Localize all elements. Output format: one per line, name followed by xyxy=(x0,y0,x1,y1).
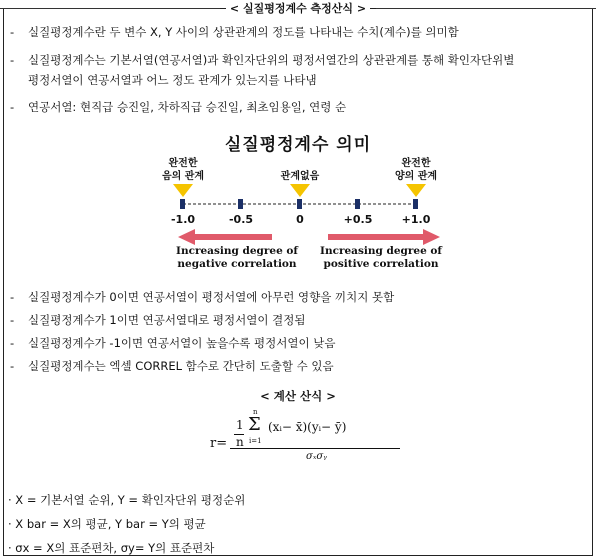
bullet-relation: - 실질평정계수는 기본서열(연공서열)과 확인자단위의 평정서열간의 상관관계를 통해 확인자단위별 xyxy=(10,53,515,67)
marker-label-neg-1: 완전한 xyxy=(168,158,198,169)
tick-label-pos-05: +0.5 xyxy=(343,213,373,226)
formula-body: (xᵢ− x̄)(yᵢ− ȳ) xyxy=(268,420,347,434)
title-bar xyxy=(0,0,596,16)
title-rule-right xyxy=(376,8,596,9)
formula-one: 1 xyxy=(236,418,244,432)
tick-pos-1 xyxy=(413,199,418,209)
formula-sum-bottom: i=1 xyxy=(249,437,262,445)
bullet-relation-cont: 평정서열이 연공서열과 어느 정도 관계가 있는지를 나타냄 xyxy=(28,73,317,87)
formula-lhs: r= xyxy=(210,436,228,451)
content-frame xyxy=(3,8,593,556)
tick-neg-05 xyxy=(238,199,243,209)
definition-bar: · X bar = X의 평균, Y bar = Y의 평균 xyxy=(8,517,206,531)
tick-label-zero: 0 xyxy=(296,213,304,226)
bullet-zero-meaning: - 실질평정계수가 0이면 연공서열이 평정서열에 아무런 영향을 끼치지 못함 xyxy=(10,290,395,304)
formula-sum-top: n xyxy=(253,408,258,416)
sigma-icon: Σ xyxy=(248,414,261,435)
definition-sigma: · σx = X의 표준편차, σy= Y의 표준편차 xyxy=(8,541,215,555)
negative-caption-2: negative correlation xyxy=(177,258,297,270)
bullet-seniority: - 연공서열: 현직급 승진일, 차하직급 승진일, 최초임용일, 연령 순 xyxy=(10,100,347,114)
formula-fraction-bar xyxy=(230,448,400,449)
title-rule-left xyxy=(0,8,220,9)
marker-triangle-neg xyxy=(173,184,193,197)
tick-neg-1 xyxy=(180,199,185,209)
positive-caption-2: positive correlation xyxy=(323,258,439,270)
correlation-formula xyxy=(210,408,430,470)
bullet-correl-function: - 실질평정계수는 엑셀 CORREL 함수로 간단히 도출할 수 있음 xyxy=(10,359,334,373)
positive-caption-1: Increasing degree of xyxy=(320,245,442,257)
marker-triangle-pos xyxy=(406,184,426,197)
tick-label-neg-05: -0.5 xyxy=(228,213,254,226)
tick-label-pos-1: +1.0 xyxy=(401,213,431,226)
marker-triangle-zero xyxy=(290,184,310,197)
bullet-definition: - 실질평정계수란 두 변수 X, Y 사이의 상관관계의 정도를 나타내는 수치(계수)를 의미함 xyxy=(10,25,459,39)
marker-label-pos-1: 완전한 xyxy=(401,158,431,169)
arrow-right-icon xyxy=(328,229,440,245)
marker-label-pos-2: 양의 관계 xyxy=(394,171,438,182)
page-title: < 실질평정계수 측정산식 > xyxy=(226,0,370,16)
definition-x-y: · X = 기본서열 순위, Y = 확인자단위 평정순위 xyxy=(8,493,246,507)
tick-label-neg-1: -1.0 xyxy=(170,213,196,226)
formula-denominator: σₓσᵧ xyxy=(306,451,327,462)
diagram-title: 실질평정계수 의미 xyxy=(224,135,372,155)
formula-subtitle: < 계산 산식 > xyxy=(260,389,336,403)
bullet-one-meaning: - 실질평정계수가 1이면 연공서열대로 평정서열이 결정됨 xyxy=(10,313,306,327)
negative-caption-1: Increasing degree of xyxy=(176,245,298,257)
marker-label-neg-2: 음의 관계 xyxy=(161,171,205,182)
arrow-left-icon xyxy=(178,229,272,245)
marker-label-zero: 관계없음 xyxy=(280,171,320,182)
correlation-scale xyxy=(0,150,596,275)
tick-zero xyxy=(297,199,302,209)
bullet-minus-one-meaning: - 실질평정계수가 -1이면 연공서열이 높을수록 평정서열이 낮음 xyxy=(10,336,336,350)
formula-n: n xyxy=(236,435,244,449)
tick-pos-05 xyxy=(355,199,360,209)
